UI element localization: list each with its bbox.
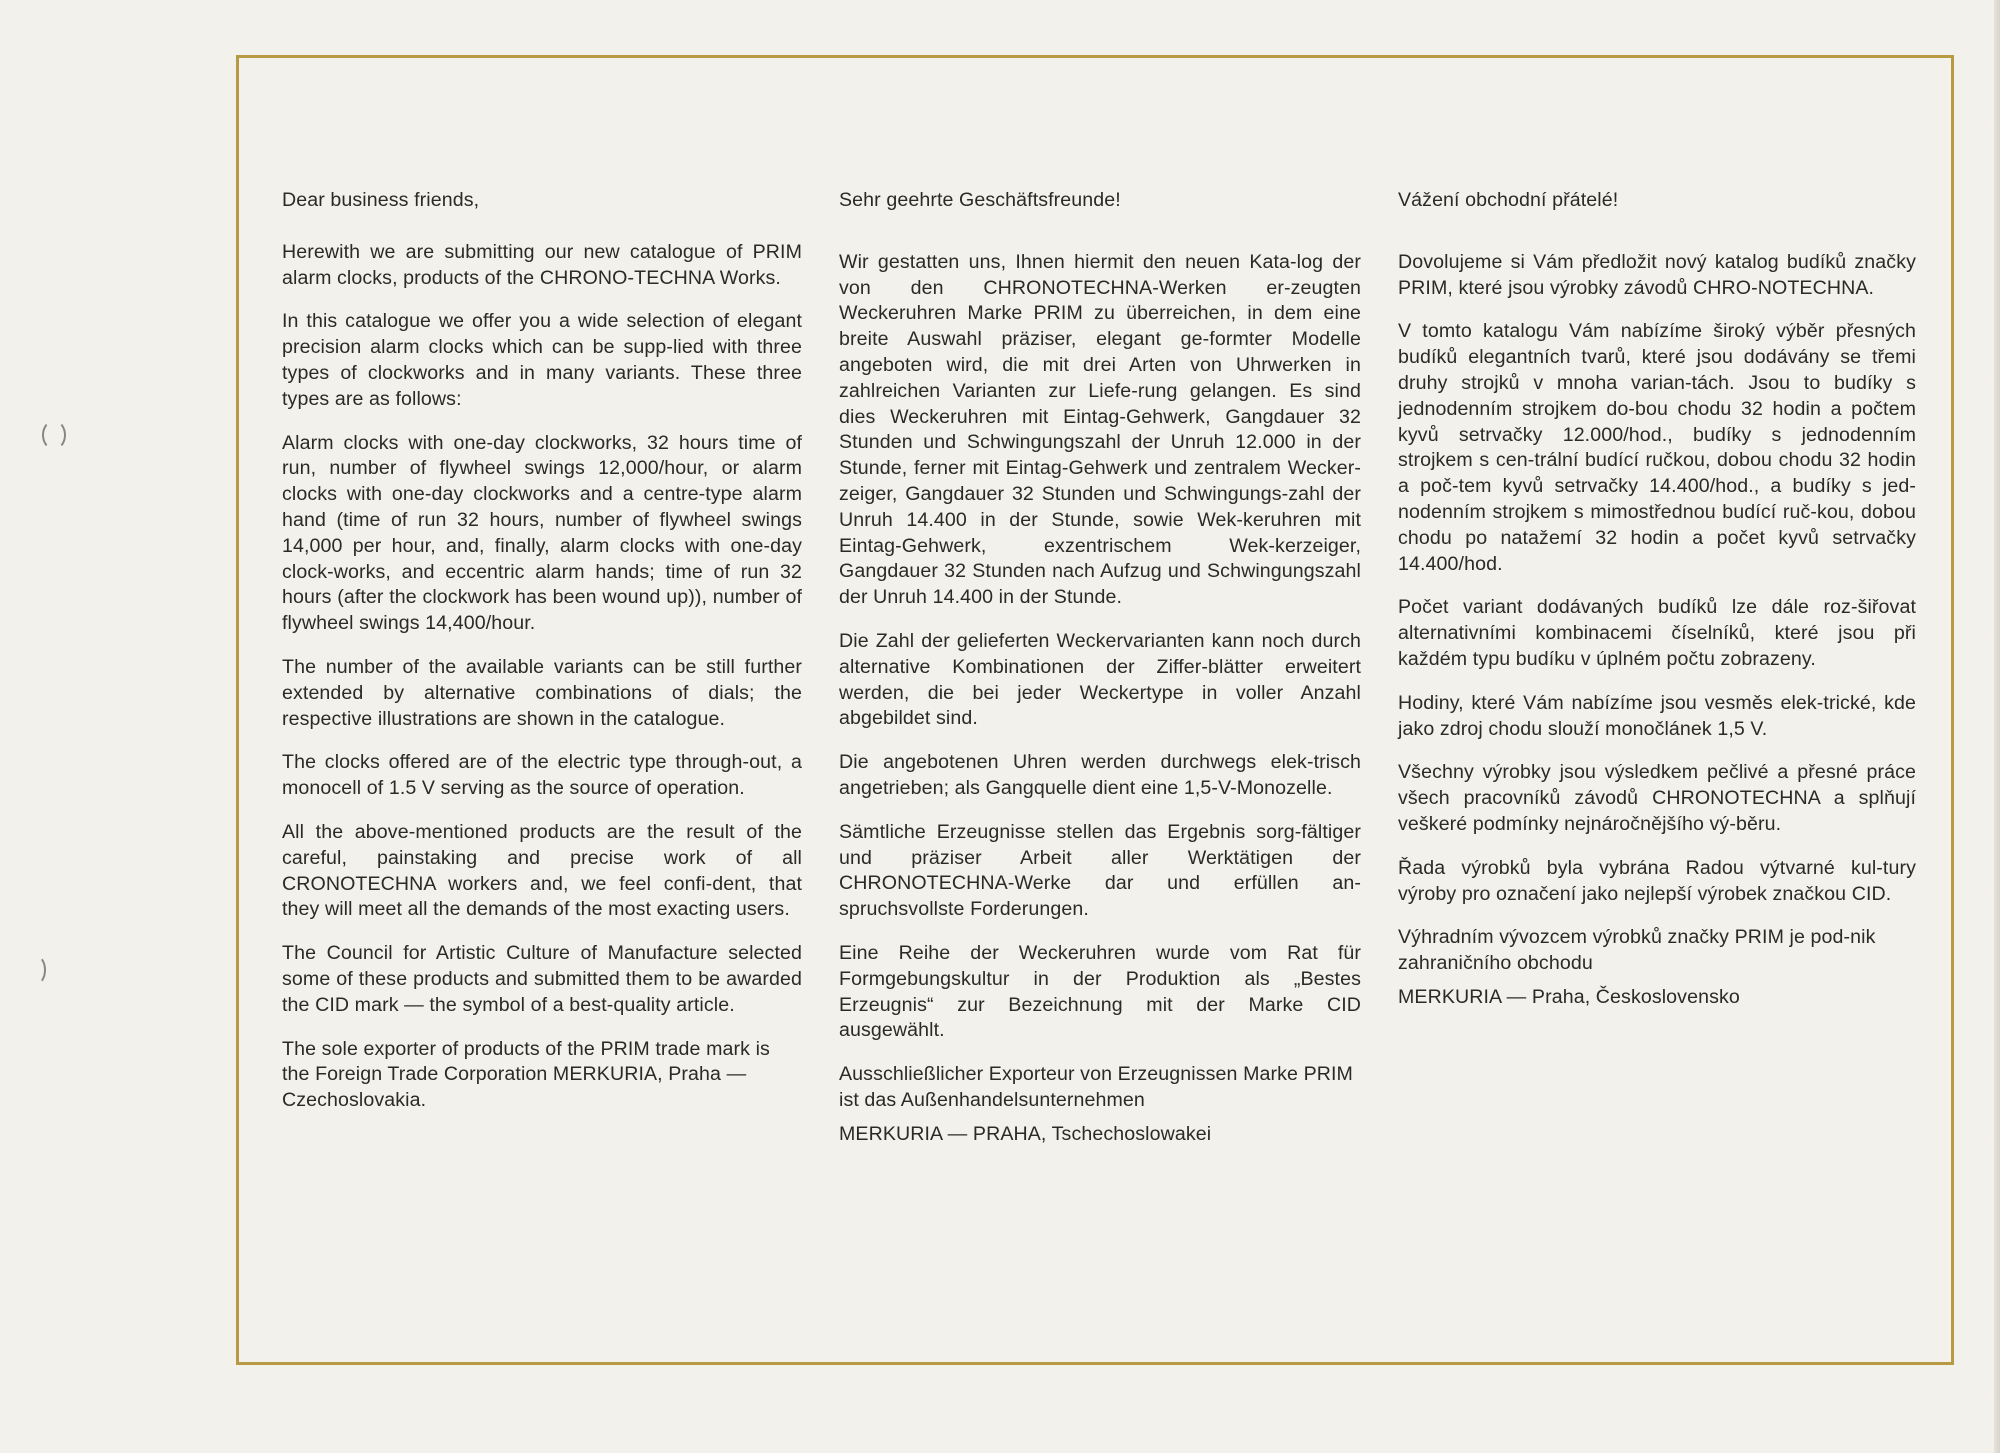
german-greeting: Sehr geehrte Geschäftsfreunde! xyxy=(839,189,1121,211)
page-edge xyxy=(1994,0,2000,1453)
english-exporter-paragraph: The sole exporter of products of the PRIM trade mark is the Foreign Trade Corporation MERKURIA, Praha — Czechoslovakia. xyxy=(282,1037,770,1112)
english-paragraph: The number of the available variants can be still further extended by alternative combinations of dials; the respective illustrations are shown in the catalogue. xyxy=(282,655,802,730)
german-exporter-paragraph: Ausschließlicher Exporteur von Erzeugnissen Marke PRIM ist das Außenhandelsunternehmen xyxy=(839,1063,1353,1111)
binder-hole-mark xyxy=(42,420,66,450)
english-paragraph: Herewith we are submitting our new catalogue of PRIM alarm clocks, products of the CHRONO-TECHNA Works. xyxy=(282,240,802,289)
czech-exporter-paragraph: Výhradním vývozcem výrobků značky PRIM je pod-nik zahraničního obchodu xyxy=(1398,926,1876,975)
german-paragraph: Eine Reihe der Weckeruhren wurde vom Rat für Formgebungskultur in der Produktion als „Bestes Erzeugnis“ zur Bezeichnung mit der Marke CID ausgewählt. xyxy=(839,941,1361,1042)
german-letter-column xyxy=(839,188,1361,1166)
czech-paragraph: Řada výrobků byla vybrána Radou výtvarné kul-tury výroby pro označení jako nejlepší výrobek značkou CID. xyxy=(1398,856,1916,905)
german-paragraph: Wir gestatten uns, Ihnen hiermit den neuen Kata-log der von den CHRONOTECHNA-Werken er-zeugten Weckeruhren Marke PRIM zu überreichen, in dem eine breite Auswahl präziser, elegant ge-formter Modelle angeboten wird, die mit drei Arten von Uhrwerken in zahlreichen Varianten zur Liefe-rung gelangen. Es sind dies Weckeruhren mit Eintag-Gehwerk, Gangdauer 32 Stunden und Schwingungszahl der Unruh 12.000 in der Stunde, ferner mit Eintag-Gehwerk und zentralem Wecker-zeiger, Gangdauer 32 Stunden und Schwingungs-zahl der Unruh 14.400 in der Stunde, sowie Wek-keruhren mit Eintag-Gehwerk, exzentrischem Wek-kerzeiger, Gangdauer 32 Stunden nach Aufzug und Schwingungszahl der Unruh 14.400 in der Stunde. xyxy=(839,250,1361,609)
czech-letter-column xyxy=(1398,188,1916,1029)
english-letter-column xyxy=(282,188,802,1122)
czech-greeting: Vážení obchodní přátelé! xyxy=(1398,189,1619,211)
czech-paragraph: Všechny výrobky jsou výsledkem pečlivé a přesné práce všech pracovníků závodů CHRONOTECHNA a splňují veškeré podmínky nejnáročnějšího vý-běru. xyxy=(1398,761,1916,835)
binder-hole-mark xyxy=(26,955,46,985)
german-paragraph: Sämtliche Erzeugnisse stellen das Ergebnis sorg-fältiger und präziser Arbeit aller Werktätigen der CHRONOTECHNA-Werke dar und erfüllen an-spruchsvollste Forderungen. xyxy=(839,820,1361,921)
english-paragraph: The clocks offered are of the electric type through-out, a monocell of 1.5 V serving as the source of operation. xyxy=(282,751,802,800)
english-paragraph: All the above-mentioned products are the result of the careful, painstaking and precise work of all CRONOTECHNA workers and, we feel confi-dent, that they will meet all the demands of the most exacting users. xyxy=(282,820,802,921)
czech-exporter-name: MERKURIA — Praha, Československo xyxy=(1398,985,1740,1008)
german-paragraph: Die angebotenen Uhren werden durchwegs elek-trisch angetrieben; als Gangquelle dient eine 1,5-V-Monozelle. xyxy=(839,751,1361,799)
czech-paragraph: Hodiny, které Vám nabízíme jsou vesměs elek-trické, kde jako zdroj chodu slouží monočlánek 1,5 V. xyxy=(1398,691,1916,740)
english-paragraph: Alarm clocks with one-day clockworks, 32 hours time of run, number of flywheel swings 12,000/hour, or alarm clocks with one-day clockworks and a centre-type alarm hand (time of run 32 hours, number of flywheel swings 14,000 per hour, and, finally, alarm clocks with one-day clock-works, and eccentric alarm hands; time of run 32 hours (after the clockwork has been wound up)), number of flywheel swings 14,400/hour. xyxy=(282,431,802,635)
english-paragraph: The Council for Artistic Culture of Manufacture selected some of these products and submitted them to be awarded the CID mark — the symbol of a best-quality article. xyxy=(282,942,802,1016)
czech-paragraph: Počet variant dodávaných budíků lze dále roz-šiřovat alternativními kombinacemi číselníků, které jsou při každém typu budíku v úplném počtu zobrazeny. xyxy=(1398,596,1916,670)
english-paragraph: In this catalogue we offer you a wide selection of elegant precision alarm clocks which can be supp-lied with three types of clockworks and in many variants. These three types are as follows: xyxy=(282,310,802,410)
czech-paragraph: V tomto katalogu Vám nabízíme široký výběr přesných budíků elegantních tvarů, které jsou dodávány se třemi druhy strojků v mnoha varian-tách. Jsou to budíky s jednodenním strojkem do-bou chodu 32 hodin a počtem kyvů setrvačky 12.000/hod., budíky s jednodenním strojkem s cen-trální budící ručkou, dobou chodu 32 hodin a poč-tem kyvů setrvačky 14.400/hod., a budíky s jed-nodenním strojkem s mimostřednou budící ruč-kou, dobou chodu po natažemí 32 hodin a počet kyvů setrvačky 14.400/hod. xyxy=(1398,320,1916,575)
german-paragraph: Die Zahl der gelieferten Weckervarianten kann noch durch alternative Kombinationen der Ziffer-blätter erweitert werden, die bei jeder Weckertype in voller Anzahl abgebildet sind. xyxy=(839,629,1361,730)
czech-paragraph: Dovolujeme si Vám předložit nový katalog budíků značky PRIM, které jsou výrobky závodů CHRO-NOTECHNA. xyxy=(1398,250,1916,299)
english-greeting: Dear business friends, xyxy=(282,189,480,211)
german-exporter-name: MERKURIA — PRAHA, Tschechoslowakei xyxy=(839,1122,1212,1145)
